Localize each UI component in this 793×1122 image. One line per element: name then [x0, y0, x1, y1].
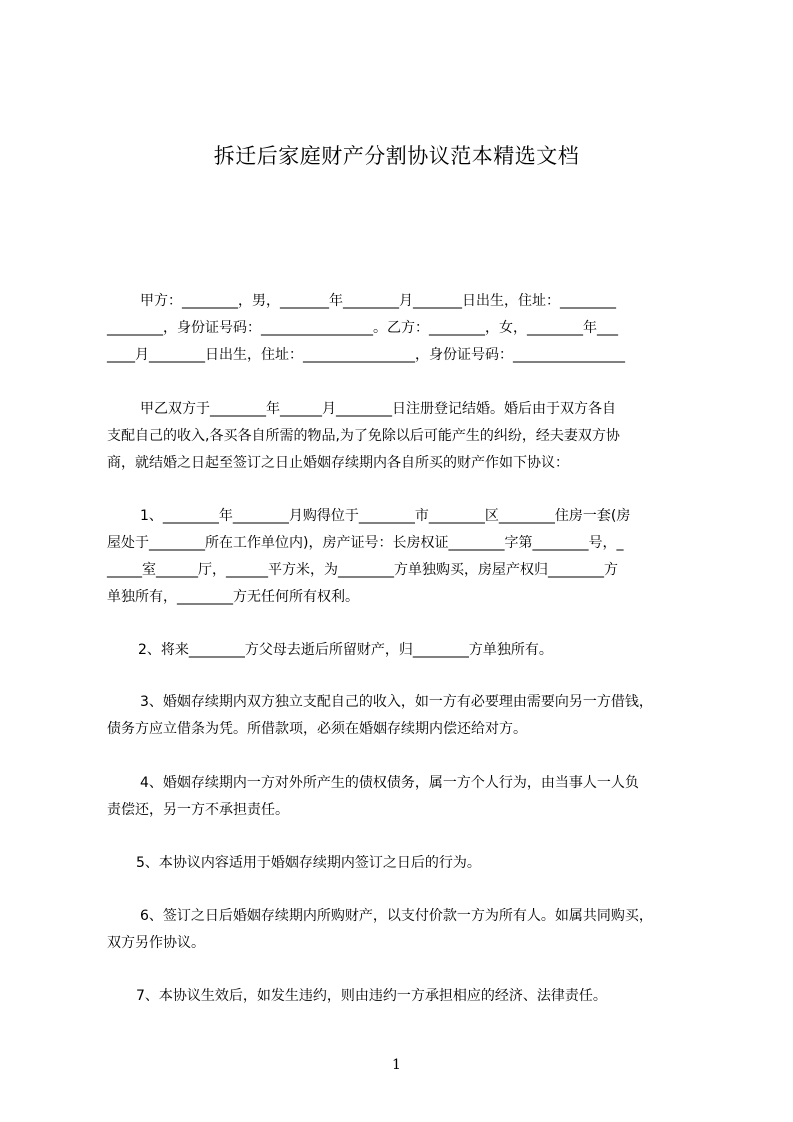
clause-1-line-3: _____室______厅，______平方米，为________方单独购买，房屋产权归________方 [107, 562, 618, 578]
clause-4-line-1: 4、婚姻存续期内一方对外所产生的债权债务，属一方个人行为，由当事人一人负 [140, 775, 639, 791]
clause-2-line-1: 2、将来________方父母去逝后所留财产，归________方单独所有。 [138, 642, 553, 658]
clause-1-line-1: 1、________年________月购得位于________市________区________住房一套(房 [140, 508, 631, 524]
clause-6-line-1: 6、签订之日后婚姻存续期内所购财产，以支付价款一方为所有人。如属共同购买， [140, 908, 653, 924]
clause-5-line-1: 5、本协议内容适用于婚姻存续期内签订之日后的行为。 [136, 855, 481, 871]
party-info-line-3: ____月________日出生，住址：________________，身份证号码：________________ [107, 347, 625, 363]
clause-7-line-1: 7、本协议生效后，如发生违约，则由违约一方承担相应的经济、法律责任。 [136, 988, 607, 1004]
party-info-line-1: 甲方：________，男，_______年________月_______日出生，住址：________ [140, 293, 616, 309]
marriage-line-2: 支配自己的收入,各买各自所需的物品,为了免除以后可能产生的纠纷，经夫妻双方协 [107, 428, 620, 444]
marriage-line-3: 商，就结婚之日起至签订之日止婚姻存续期内各自所买的财产作如下协议： [107, 455, 569, 471]
clause-1-line-4: 单独所有，________方无任何所有权利。 [107, 589, 359, 605]
marriage-line-1: 甲乙双方于________年______月________日注册登记结婚。婚后由于双方各自 [140, 401, 616, 417]
clause-3-line-2: 债务方应立借条为凭。所借款项，必须在婚姻存续期内偿还给对方。 [107, 721, 527, 737]
clause-3-line-1: 3、婚姻存续期内双方独立支配自己的收入，如一方有必要理由需要向另一方借钱， [140, 694, 653, 710]
clause-6-line-2: 双方另作协议。 [107, 935, 205, 951]
document-title: 拆迁后家庭财产分割协议范本精选文档 [213, 144, 580, 168]
page-number: 1 [392, 1057, 401, 1073]
clause-4-line-2: 责偿还，另一方不承担责任。 [107, 802, 289, 818]
clause-1-line-2: 屋处于________所在工作单位内)，房产证号：长房权证________字第________号，_ [107, 535, 624, 551]
party-info-line-2: ________，身份证号码：________________。乙方：________，女，________年___ [107, 320, 618, 336]
